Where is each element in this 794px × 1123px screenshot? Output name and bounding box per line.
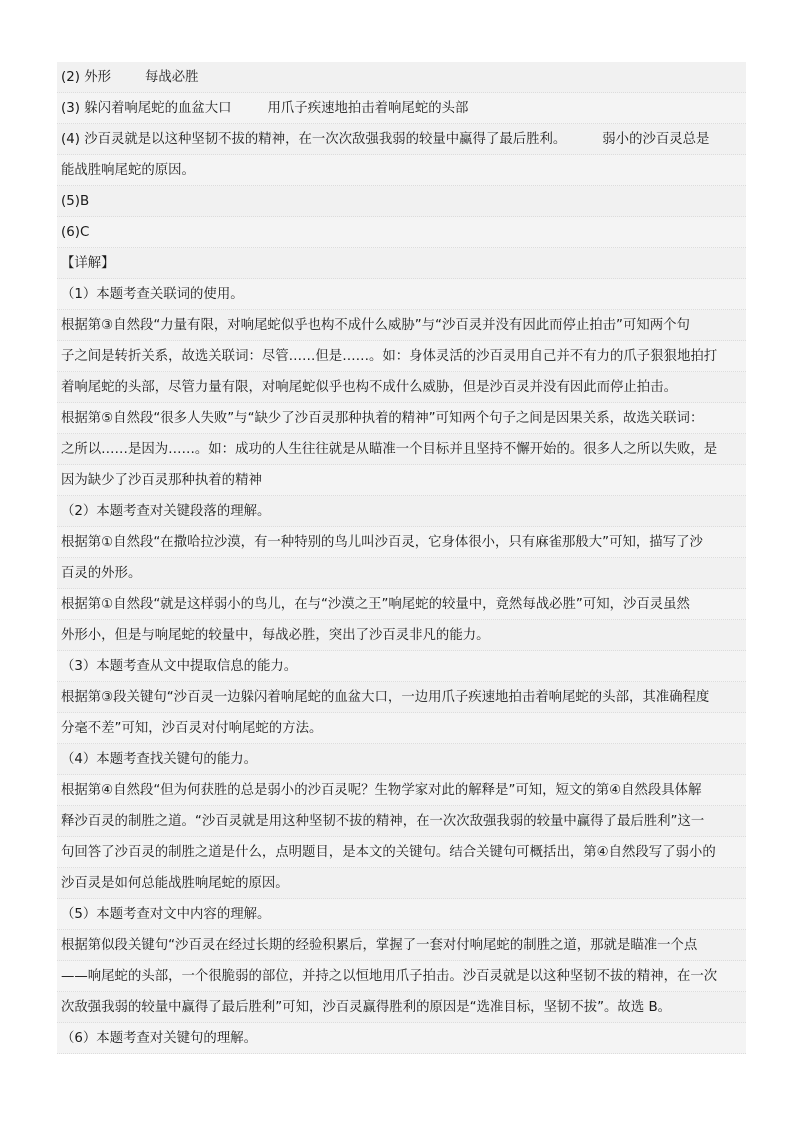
line-text: 根据第似段关键句“沙百灵在经过长期的经验积累后，掌握了一套对付响尾蛇的制胜之道，那就是瞄准一个点 xyxy=(61,938,698,953)
line-text: 弱小的沙百灵总是 xyxy=(602,132,710,147)
line-text: （5）本题考查对文中内容的理解。 xyxy=(61,907,271,922)
line-text: 根据第③自然段“力量有限，对响尾蛇似乎也构不成什么威胁”与“沙百灵并没有因此而停止拍击”可知两个句 xyxy=(61,318,690,333)
text-line xyxy=(57,62,746,93)
text-line xyxy=(57,93,746,124)
line-text: 能战胜响尾蛇的原因。 xyxy=(61,163,195,178)
text-line xyxy=(57,217,746,248)
text-line xyxy=(57,713,746,744)
line-text: 因为缺少了沙百灵那种执着的精神 xyxy=(61,473,262,488)
text-line xyxy=(57,744,746,775)
answer-document xyxy=(57,62,746,1054)
line-text: 着响尾蛇的头部，尽管力量有限，对响尾蛇似乎也构不成什么威胁，但是沙百灵并没有因此而停止拍击。 xyxy=(61,380,677,395)
line-text: 子之间是转折关系，故选关联词：尽管……但是……。如：身体灵活的沙百灵用自己并不有力的爪子狠狠地拍打 xyxy=(61,349,718,364)
text-line xyxy=(57,310,746,341)
line-text: 外形小，但是与响尾蛇的较量中，每战必胜，突出了沙百灵非凡的能力。 xyxy=(61,628,490,643)
text-line xyxy=(57,806,746,837)
text-line xyxy=(57,682,746,713)
line-text: （1）本题考查关联词的使用。 xyxy=(61,287,244,302)
line-text: 之所以……是因为……。如：成功的人生往往就是从瞄准一个目标并且坚持不懈开始的。很多人之所以失败，是 xyxy=(61,442,718,457)
text-line xyxy=(57,589,746,620)
line-text: （2）本题考查对关键段落的理解。 xyxy=(61,504,271,519)
text-line xyxy=(57,558,746,589)
text-line xyxy=(57,434,746,465)
text-line xyxy=(57,341,746,372)
line-text: (4) 沙百灵就是以这种坚韧不拔的精神，在一次次敌强我弱的较量中赢得了最后胜利。 xyxy=(61,132,567,147)
line-text: 【详解】 xyxy=(61,256,115,271)
line-text: 用爪子疾速地拍击着响尾蛇的头部 xyxy=(267,101,469,116)
line-text: （6）本题考查对关键句的理解。 xyxy=(61,1031,257,1046)
line-text: 释沙百灵的制胜之道。“沙百灵就是用这种坚韧不拔的精神，在一次次敌强我弱的较量中赢得了最后胜利”这一 xyxy=(61,814,705,829)
text-line xyxy=(57,1023,746,1054)
line-text: (3) 躲闪着响尾蛇的血盆大口 xyxy=(61,101,232,116)
text-line xyxy=(57,496,746,527)
text-line xyxy=(57,155,746,186)
line-text: （4）本题考查找关键句的能力。 xyxy=(61,752,257,767)
line-text: 次敌强我弱的较量中赢得了最后胜利”可知，沙百灵赢得胜利的原因是“选准目标，坚韧不拔”。故选 B。 xyxy=(61,1000,672,1015)
text-line xyxy=(57,248,746,279)
line-text: 百灵的外形。 xyxy=(61,566,142,581)
text-line xyxy=(57,186,746,217)
text-line xyxy=(57,992,746,1023)
line-text: 根据第①自然段“在撒哈拉沙漠，有一种特别的鸟儿叫沙百灵，它身体很小，只有麻雀那般大”可知，描写了沙 xyxy=(61,535,703,550)
text-line xyxy=(57,930,746,961)
line-text: ——响尾蛇的头部，一个很脆弱的部位，并持之以恒地用爪子拍击。沙百灵就是以这种坚韧不拔的精神，在一次 xyxy=(61,969,718,984)
line-text: 分毫不差”可知，沙百灵对付响尾蛇的方法。 xyxy=(61,721,323,736)
line-text: 沙百灵是如何总能战胜响尾蛇的原因。 xyxy=(61,876,289,891)
line-text: 每战必胜 xyxy=(145,70,199,85)
text-line xyxy=(57,279,746,310)
line-text: 句回答了沙百灵的制胜之道是什么，点明题目，是本文的关键句。结合关键句可概括出，第④自然段写了弱小的 xyxy=(61,845,716,860)
text-line xyxy=(57,651,746,682)
text-line xyxy=(57,837,746,868)
text-line xyxy=(57,465,746,496)
text-line xyxy=(57,527,746,558)
text-line xyxy=(57,620,746,651)
text-line xyxy=(57,961,746,992)
line-text: 根据第①自然段“就是这样弱小的鸟儿，在与“沙漠之王”响尾蛇的较量中，竟然每战必胜”可知，沙百灵虽然 xyxy=(61,597,690,612)
line-text: 根据第④自然段“但为何获胜的总是弱小的沙百灵呢？生物学家对此的解释是”可知，短文的第④自然段具体解 xyxy=(61,783,702,798)
line-text: 根据第⑤自然段“很多人失败”与“缺少了沙百灵那种执着的精神”可知两个句子之间是因果关系，故选关联词： xyxy=(61,411,704,426)
text-line xyxy=(57,372,746,403)
text-line xyxy=(57,899,746,930)
text-line xyxy=(57,403,746,434)
text-line xyxy=(57,775,746,806)
text-line xyxy=(57,868,746,899)
text-line xyxy=(57,124,746,155)
line-text: (5)B xyxy=(61,194,90,209)
line-text: 根据第③段关键句“沙百灵一边躲闪着响尾蛇的血盆大口，一边用爪子疾速地拍击着响尾蛇的头部，其准确程度 xyxy=(61,690,710,705)
line-text: (2) 外形 xyxy=(61,70,112,85)
line-text: （3）本题考查从文中提取信息的能力。 xyxy=(61,659,298,674)
line-text: (6)C xyxy=(61,225,90,240)
